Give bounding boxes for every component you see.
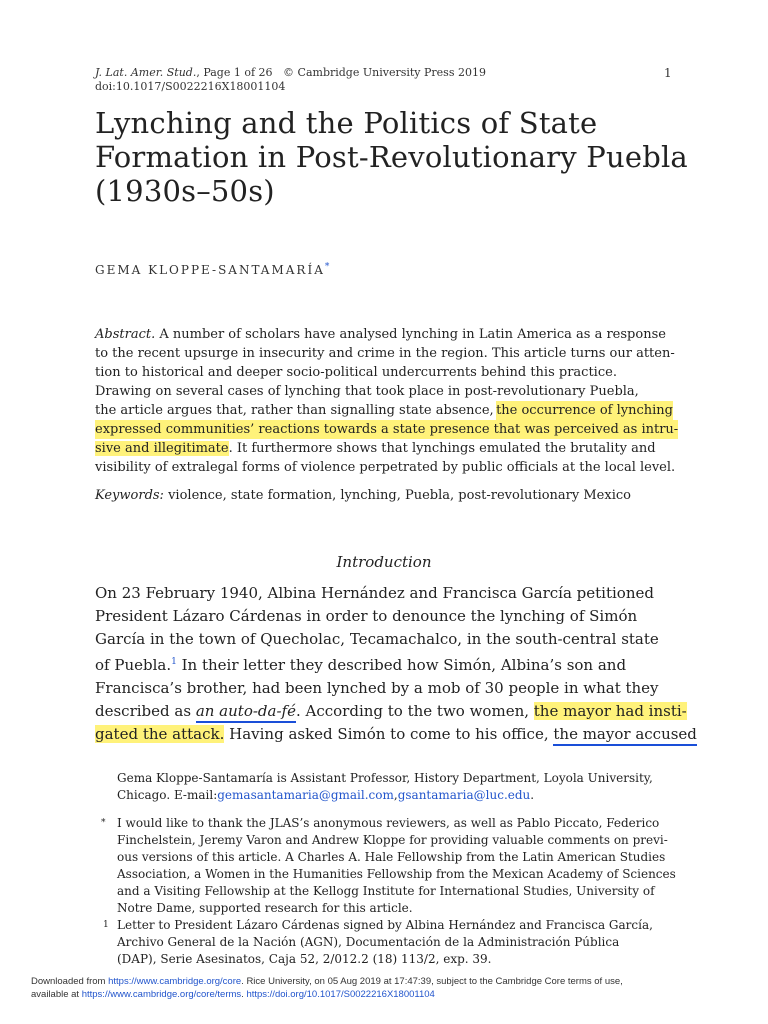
note-mark: * bbox=[101, 818, 106, 828]
body-line: described as an auto-da-fé. According to the two women, the mayor had insti- bbox=[95, 700, 673, 723]
title-line: Lynching and the Politics of State bbox=[95, 106, 598, 140]
footnote-ref[interactable]: 1 bbox=[171, 657, 177, 667]
underlined-span: an auto-da-fé bbox=[196, 702, 296, 723]
keywords-text: violence, state formation, lynching, Puebla, post-revolutionary Mexico bbox=[163, 488, 631, 503]
terms-link[interactable]: https://www.cambridge.org/core/terms bbox=[81, 989, 242, 1000]
author-footnote-mark[interactable]: * bbox=[324, 262, 330, 272]
author-line bbox=[95, 262, 329, 277]
page-info: , Page 1 of 26 bbox=[196, 66, 273, 79]
copyright: © Cambridge University Press 2019 bbox=[283, 66, 486, 79]
highlight-span: the mayor had insti- bbox=[533, 702, 687, 720]
article-title bbox=[95, 106, 695, 208]
highlight-span: the occurrence of lynching bbox=[496, 403, 673, 418]
abstract-line: sive and illegitimate. It furthermore shows that lynchings emulated the brutality and bbox=[95, 441, 656, 456]
abstract bbox=[95, 325, 679, 477]
abstract-label: Abstract. bbox=[95, 327, 156, 342]
abstract-line: the article argues that, rather than signalling state absence, the occurrence of lynching bbox=[95, 403, 673, 418]
abstract-line bbox=[95, 420, 679, 439]
footnotes bbox=[95, 770, 676, 968]
body-line: President Lázaro Cárdenas in order to denounce the lynching of Simón bbox=[95, 607, 638, 625]
running-head bbox=[95, 66, 486, 94]
keywords-label: Keywords: bbox=[95, 488, 164, 503]
body-line: García in the town of Quecholac, Tecamachalco, in the south-central state bbox=[95, 630, 659, 648]
page-number: 1 bbox=[664, 66, 672, 80]
download-footer: Downloaded from https://www.cambridge.org/core. Rice University, on 05 Aug 2019 at 17:47:39, subject to the Cambridge Core terms of use, available at https://www.cambridge.org/core/terms. https://doi.org/10.1017/S0022216X18001104 bbox=[31, 976, 623, 1000]
acknowledgement-note: * I would like to thank the JLAS’s anonymous reviewers, as well as Pablo Piccato, Federico Finchelstein, Jeremy Varon and Andrew Kloppe for providing valuable comments on previ- ous versions of this article. A Charles A. Hale Fellowship from the Latin American Studies Association, a Women in the Humanities Fellowship from the Mexican Academy of Sciences and a Visiting Fellowship at the Kellogg Institute for International Studies, University of Notre Dame, supported research for this article. bbox=[101, 816, 676, 915]
underlined-span: the mayor accused bbox=[553, 725, 697, 746]
abstract-line: to the recent upsurge in insecurity and crime in the region. This article turns our atten- bbox=[95, 346, 675, 361]
abstract-line: Abstract. A number of scholars have analysed lynching in Latin America as a response bbox=[95, 327, 666, 342]
abstract-line: tion to historical and deeper socio-political undercurrents behind this practice. bbox=[95, 365, 617, 380]
email-link[interactable]: gsantamaria@luc.edu bbox=[397, 788, 531, 802]
body-line: gated the attack. Having asked Simón to come to his office, the mayor accused bbox=[95, 723, 673, 746]
email-link[interactable]: gemasantamaria@gmail.com bbox=[217, 788, 394, 802]
doi-link[interactable]: https://doi.org/10.1017/S0022216X18001104 bbox=[246, 989, 435, 1000]
footnote-1: 1 Letter to President Lázaro Cárdenas signed by Albina Hernández and Francisca García, Archivo General de la Nación (AGN), Documentación de la Administración Pública (DAP), Serie Asesinatos, Caja 52, 2/012.2 (18) 113/2, exp. 39. bbox=[103, 918, 653, 966]
highlight-span: sive and illegitimate bbox=[95, 441, 229, 456]
keywords bbox=[95, 486, 631, 505]
abstract-line: Drawing on several cases of lynching that took place in post-revolutionary Puebla, bbox=[95, 384, 639, 399]
doi: doi:10.1017/S0022216X18001104 bbox=[95, 80, 286, 93]
highlight-span: expressed communities’ reactions towards a state presence that was perceived as intru- bbox=[95, 422, 679, 437]
journal-name: J. Lat. Amer. Stud. bbox=[95, 66, 197, 79]
body-line: On 23 February 1940, Albina Hernández and Francisca García petitioned bbox=[95, 584, 654, 602]
title-line: Formation in Post-Revolutionary Puebla bbox=[95, 140, 688, 174]
abstract-line: visibility of extralegal forms of violence perpetrated by public officials at the local level. bbox=[95, 460, 676, 475]
section-heading-introduction: Introduction bbox=[336, 553, 432, 571]
body-line: of Puebla.$^1$ In their letter they described how Simón, Albina’s son and bbox=[95, 656, 627, 674]
title-line: (1930s–50s) bbox=[95, 174, 275, 208]
core-link[interactable]: https://www.cambridge.org/core bbox=[108, 976, 242, 987]
introduction-body bbox=[95, 582, 697, 746]
note-mark: 1 bbox=[103, 920, 109, 930]
body-line: Francisca’s brother, had been lynched by a mob of 30 people in what they bbox=[95, 679, 659, 697]
author-affiliation: Gema Kloppe-Santamaría is Assistant Professor, History Department, Loyola University, Chicago. E-mail: gemasantamaria@gmail.com , gsantamaria@luc.edu . bbox=[117, 771, 653, 802]
highlight-span: gated the attack. bbox=[95, 725, 225, 743]
author-name: GEMA KLOPPE-SANTAMARÍA bbox=[95, 263, 325, 277]
